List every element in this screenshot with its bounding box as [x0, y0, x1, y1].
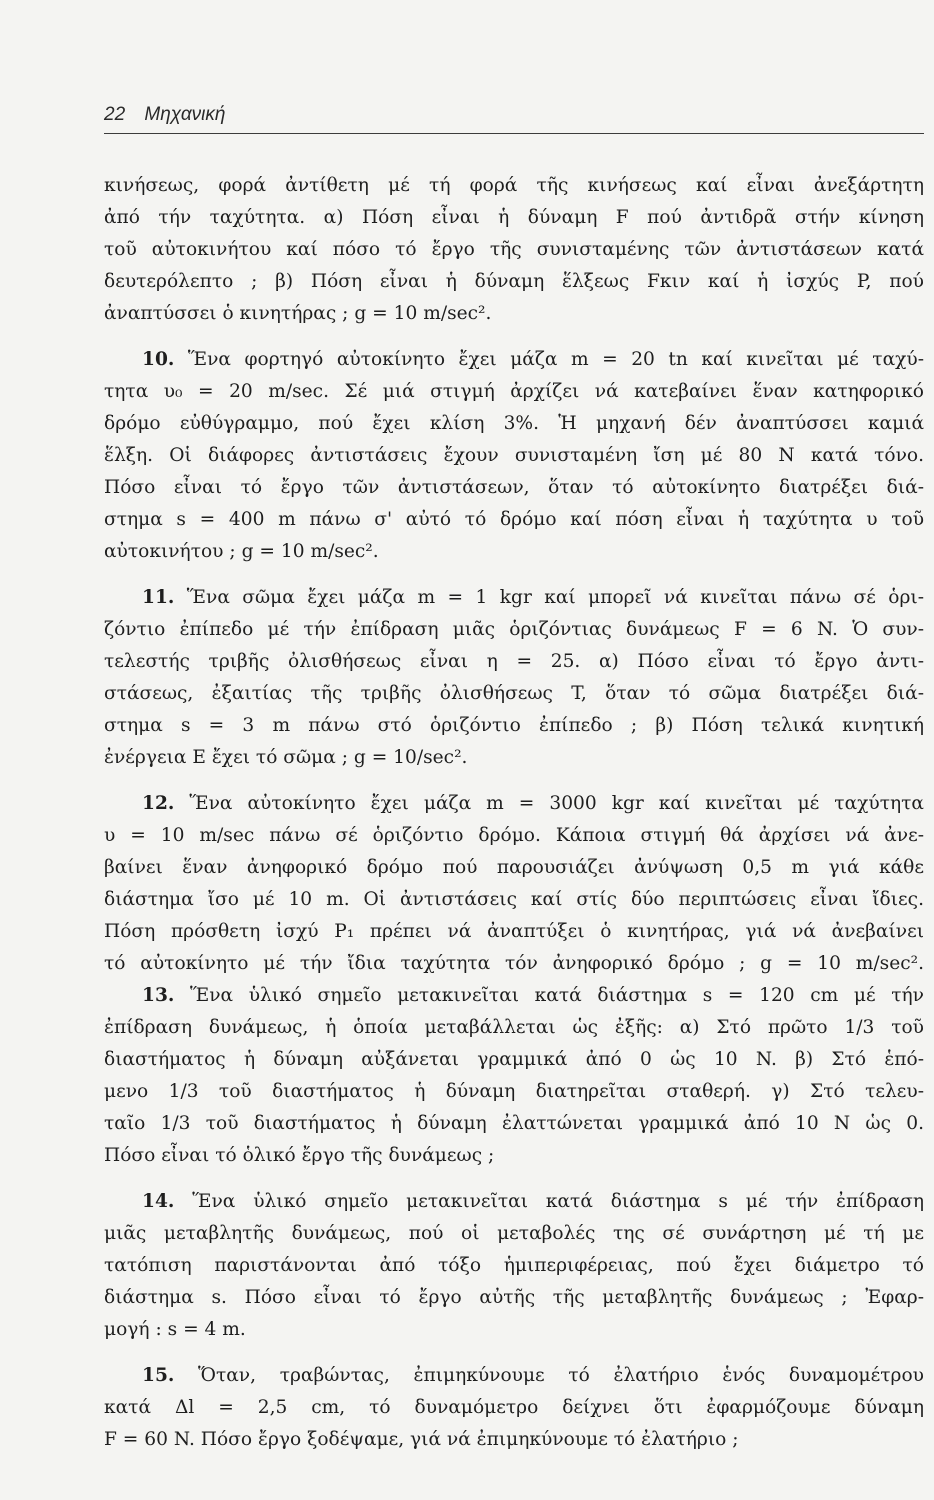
header-rule [104, 133, 924, 134]
problem-11 [104, 582, 924, 774]
problem-number: 13. [142, 985, 175, 1006]
text-line: δευτερόλεπτο ; β) Πόση εἶναι ἡ δύναμη ἕλξεως Fκιν καί ἡ ἰσχύς P, πού [104, 271, 924, 292]
problem-number: 10. [142, 349, 175, 370]
text-line: Πόση πρόσθετη ἰσχύ P₁ πρέπει νά ἀναπτύξει ὁ κινητήρας, γιά νά ἀνεβαίνει [104, 921, 924, 942]
body-text [104, 170, 924, 1456]
continuation-paragraph [104, 170, 924, 330]
text-line: μιᾶς μεταβλητῆς δυνάμεως, πού οἱ μεταβολές της σέ συνάρτηση μέ τή με [104, 1223, 924, 1244]
text-line: στάσεως, ἐξαιτίας τῆς τριβῆς ὀλισθήσεως T, ὅταν τό σῶμα διατρέξει διά- [104, 683, 924, 704]
problem-number: 12. [142, 793, 175, 814]
text-line: 15. Ὅταν, τραβώντας, ἐπιμηκύνουμε τό ἐλατήριο ἑνός δυναμομέτρου [142, 1365, 924, 1386]
text-line: 10. Ἕνα φορτηγό αὐτοκίνητο ἔχει μάζα m = 20 tn καί κινεῖται μέ ταχύ- [142, 349, 924, 370]
text-line: ἀπό τήν ταχύτητα. α) Πόση εἶναι ἡ δύναμη F πού ἀντιδρᾶ στήν κίνηση [104, 207, 924, 228]
text-line: στημα s = 3 m πάνω στό ὁριζόντιο ἐπίπεδο ; β) Πόση τελικά κινητική [104, 715, 924, 736]
text-line: Πόσο εἶναι τό ἔργο τῶν ἀντιστάσεων, ὅταν τό αὐτοκίνητο διατρέξει διά- [104, 477, 924, 498]
text-line: δρόμο εὐθύγραμμο, πού ἔχει κλίση 3%. Ἡ μηχανή δέν ἀναπτύσσει καμιά [104, 413, 924, 434]
text-line: τό αὐτοκίνητο μέ τήν ἴδια ταχύτητα τόν ἀνηφορικό δρόμο ; g = 10 m/sec². [104, 953, 924, 974]
problem-13 [104, 980, 924, 1172]
text-line: τοῦ αὐτοκινήτου καί πόσο τό ἔργο τῆς συνισταμένης τῶν ἀντιστάσεων κατά [104, 239, 924, 260]
problem-number: 15. [142, 1365, 175, 1386]
text-line: ἕλξη. Οἱ διάφορες ἀντιστάσεις ἔχουν συνισταμένη ἴση μέ 80 N κατά τόνο. [104, 445, 924, 466]
problem-10 [104, 344, 924, 568]
text-line: ταῖο 1/3 τοῦ διαστήματος ἡ δύναμη ἐλαττώνεται γραμμικά ἀπό 10 N ὡς 0. [104, 1113, 924, 1134]
text-line: αὐτοκινήτου ; g = 10 m/sec². [104, 541, 379, 562]
problem-15 [104, 1360, 924, 1456]
text-line: 14. Ἕνα ὑλικό σημεῖο μετακινεῖται κατά διάστημα s μέ τήν ἐπίδραση [142, 1191, 924, 1212]
text-line: 13. Ἕνα ὑλικό σημεῖο μετακινεῖται κατά διάστημα s = 120 cm μέ τήν [142, 985, 924, 1006]
problem-12 [104, 788, 924, 980]
text-line: μογή : s = 4 m. [104, 1319, 246, 1340]
text-line: κινήσεως, φορά ἀντίθετη μέ τή φορά τῆς κινήσεως καί εἶναι ἀνεξάρτητη [104, 175, 924, 196]
text-line: F = 60 N. Πόσο ἔργο ξοδέψαμε, γιά νά ἐπιμηκύνουμε τό ἐλατήριο ; [104, 1429, 739, 1450]
section-title: Μηχανική [144, 104, 226, 125]
text-line: ἐνέργεια E ἔχει τό σῶμα ; g = 10/sec². [104, 747, 468, 768]
text-line: ζόντιο ἐπίπεδο μέ τήν ἐπίδραση μιᾶς ὁριζόντιας δυνάμεως F = 6 N. Ὁ συν- [104, 619, 924, 640]
text-line: μενο 1/3 τοῦ διαστήματος ἡ δύναμη διατηρεῖται σταθερή. γ) Στό τελευ- [104, 1081, 924, 1102]
text-line: διαστήματος ἡ δύναμη αὐξάνεται γραμμικά ἀπό 0 ὡς 10 N. β) Στό ἑπό- [104, 1049, 924, 1070]
problem-number: 11. [142, 587, 175, 608]
text-line: κατά Δl = 2,5 cm, τό δυναμόμετρο δείχνει ὅτι ἐφαρμόζουμε δύναμη [104, 1397, 924, 1418]
running-head [104, 104, 225, 126]
text-line: Πόσο εἶναι τό ὁλικό ἔργο τῆς δυνάμεως ; [104, 1145, 495, 1166]
text-line: 11. Ἕνα σῶμα ἔχει μάζα m = 1 kgr καί μπορεῖ νά κινεῖται πάνω σέ ὁρι- [142, 587, 924, 608]
text-line: διάστημα ἴσο μέ 10 m. Οἱ ἀντιστάσεις καί στίς δύο περιπτώσεις εἶναι ἴδιες. [104, 889, 924, 910]
text-line: ἐπίδραση δυνάμεως, ἡ ὁποία μεταβάλλεται ὡς ἐξῆς: α) Στό πρῶτο 1/3 τοῦ [104, 1017, 924, 1038]
text-line: στημα s = 400 m πάνω σ' αὐτό τό δρόμο καί πόση εἶναι ἡ ταχύτητα υ τοῦ [104, 509, 924, 530]
text-line: τατόπιση παριστάνονται ἀπό τόξο ἡμιπεριφέρειας, πού ἔχει διάμετρο τό [104, 1255, 924, 1276]
problem-14 [104, 1186, 924, 1346]
text-line: διάστημα s. Πόσο εἶναι τό ἔργο αὐτῆς τῆς μεταβλητῆς δυνάμεως ; Ἐφαρ- [104, 1287, 924, 1308]
text-line: βαίνει ἕναν ἀνηφορικό δρόμο πού παρουσιάζει ἀνύψωση 0,5 m γιά κάθε [104, 857, 924, 878]
problem-number: 14. [142, 1191, 175, 1212]
text-line: υ = 10 m/sec πάνω σέ ὁριζόντιο δρόμο. Κάποια στιγμή θά ἀρχίσει νά ἀνε- [104, 825, 924, 846]
page-number: 22 [104, 104, 126, 125]
text-line: ἀναπτύσσει ὁ κινητήρας ; g = 10 m/sec². [104, 303, 492, 324]
text-line: τελεστής τριβῆς ὀλισθήσεως εἶναι η = 25. α) Πόσο εἶναι τό ἔργο ἀντι- [104, 651, 924, 672]
text-line: τητα υ₀ = 20 m/sec. Σέ μιά στιγμή ἀρχίζει νά κατεβαίνει ἕναν κατηφορικό [104, 381, 924, 402]
text-line: 12. Ἕνα αὐτοκίνητο ἔχει μάζα m = 3000 kgr καί κινεῖται μέ ταχύτητα [142, 793, 924, 814]
